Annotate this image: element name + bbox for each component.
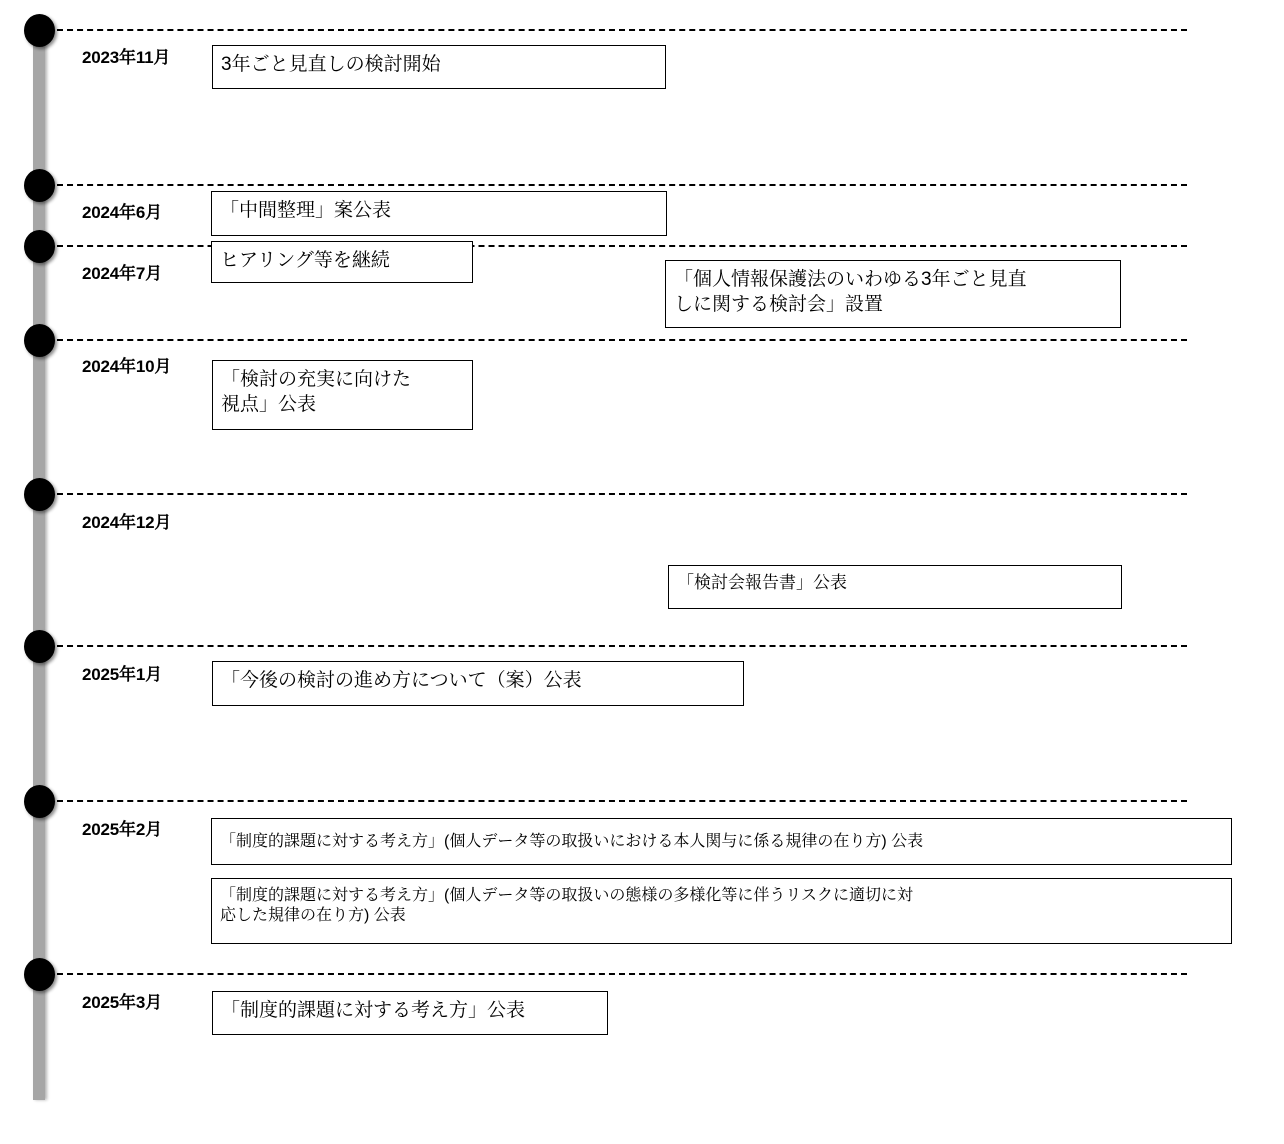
- event-box-2023-11-a[interactable]: [212, 45, 666, 89]
- event-box-2024-07-a[interactable]: [211, 241, 473, 283]
- timeline-rule-2025-03: [57, 973, 1187, 975]
- timeline-node-2024-06[interactable]: [24, 169, 55, 202]
- month-label-2025-02: 2025年2月: [82, 820, 162, 839]
- timeline-node-2024-12[interactable]: [24, 478, 55, 511]
- event-text: 「今後の検討の進め方について（案）公表: [221, 670, 582, 691]
- event-text-line-2: 応した規律の在り方) 公表: [220, 907, 406, 925]
- event-text-line-1: 「個人情報保護法のいわゆる3年ごと見直: [674, 269, 1027, 290]
- month-label-2024-06: 2024年6月: [82, 203, 162, 222]
- event-text-line-2: しに関する検討会」設置: [674, 294, 884, 316]
- timeline-rule-2023-11: [57, 29, 1187, 31]
- event-text: ヒアリング等を継続: [220, 250, 390, 271]
- event-text: 「中間整理」案公表: [220, 200, 392, 221]
- event-box-2024-07-b[interactable]: [665, 260, 1121, 328]
- month-label-2025-01: 2025年1月: [82, 665, 162, 684]
- timeline-node-2025-02[interactable]: [24, 785, 55, 818]
- month-label-2024-07: 2024年7月: [82, 264, 162, 283]
- event-text: 3年ごと見直しの検討開始: [221, 54, 441, 75]
- timeline-node-2023-11[interactable]: [24, 14, 55, 47]
- month-label-2023-11: 2023年11月: [82, 48, 171, 67]
- timeline-rule-2024-10: [57, 339, 1187, 341]
- timeline-node-2025-01[interactable]: [24, 630, 55, 663]
- event-box-2025-01-a[interactable]: [212, 661, 744, 706]
- timeline-rule-2025-01: [57, 645, 1187, 647]
- event-text-line-1: 「検討の充実に向けた: [221, 369, 412, 390]
- month-label-2024-10: 2024年10月: [82, 357, 172, 376]
- event-box-2024-12-a[interactable]: [668, 565, 1122, 609]
- timeline-rule-2025-02: [57, 800, 1187, 802]
- event-text: 「検討会報告書」公表: [677, 573, 847, 592]
- event-box-2024-10-a[interactable]: [212, 360, 473, 430]
- event-box-2025-02-a[interactable]: [211, 818, 1232, 865]
- event-box-2024-06-a[interactable]: [211, 191, 667, 236]
- event-text: 「制度的課題に対する考え方」公表: [221, 1000, 526, 1021]
- event-box-2025-02-b[interactable]: [211, 878, 1232, 944]
- event-text: 「制度的課題に対する考え方」(個人データ等の取扱いにおける本人関与に係る規律の在り方) 公表: [220, 833, 924, 851]
- event-text-line-1: 「制度的課題に対する考え方」(個人データ等の取扱いの態様の多様化等に伴うリスクに適切に対: [220, 887, 914, 904]
- timeline-rule-2024-12: [57, 493, 1187, 495]
- timeline-node-2024-07[interactable]: [24, 230, 55, 263]
- timeline-node-2024-10[interactable]: [24, 324, 55, 357]
- event-text-line-2: 視点」公表: [221, 394, 317, 416]
- timeline-node-2025-03[interactable]: [24, 958, 55, 991]
- month-label-2025-03: 2025年3月: [82, 993, 162, 1012]
- timeline-rule-2024-06: [57, 184, 1187, 186]
- month-label-2024-12: 2024年12月: [82, 513, 172, 532]
- event-box-2025-03-a[interactable]: [212, 991, 608, 1035]
